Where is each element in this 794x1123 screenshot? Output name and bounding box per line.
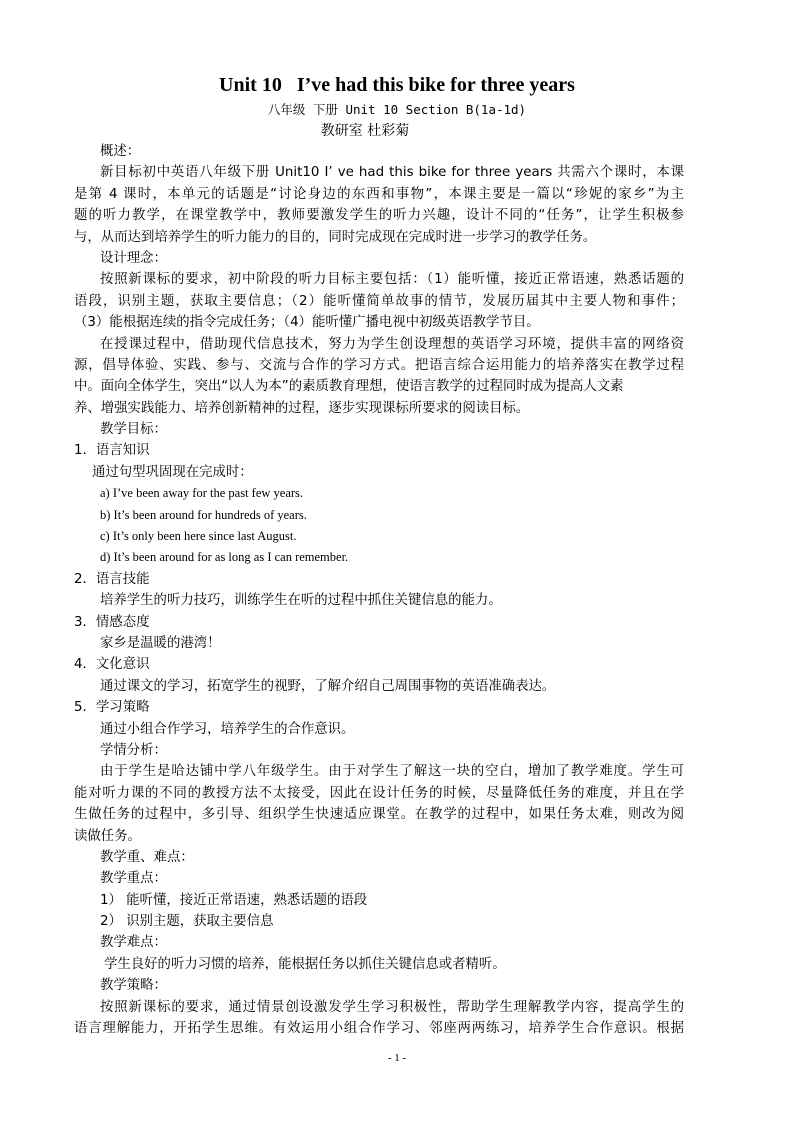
page-number: - 1 - [387, 1052, 407, 1064]
text-line: 教学策略： [100, 978, 167, 994]
text-line: a) I’ve been away for the past few years. [100, 486, 304, 501]
text-line: b) It’s been around for hundreds of years. [100, 507, 307, 522]
document-author: 教研室 杜彩菊 [320, 123, 410, 139]
text-line: 按照新课标的要求，初中阶段的听力目标主要包括：（1）能听懂，接近正常语速，熟悉话题的 [100, 272, 684, 288]
document-subtitle: 八年级 下册 Unit 10 Section B(1a-1d) [267, 102, 527, 117]
text-line: 1） 能听懂，接近正常语速，熟悉话题的语段 [100, 892, 368, 908]
text-line: 读做任务。 [74, 828, 141, 844]
text-line: 由于学生是哈达铺中学八年级学生。由于对学生了解这一块的空白，增加了教学难度。学生可 [100, 764, 684, 780]
text-line: d) It’s been around for as long as I can remember. [100, 550, 349, 565]
text-line: 养、增强实践能力、培养创新精神的过程，逐步实现课标所要求的阅读目标。 [74, 400, 530, 416]
text-line: 语言理解能力，开拓学生思维。有效运用小组合作学习、邻座两两练习，培养学生合作意识。根据 [74, 1021, 684, 1037]
text-line: 教学重点： [100, 871, 167, 887]
text-line: 按照新课标的要求，通过情景创设激发学生学习积极性，帮助学生理解教学内容，提高学生的 [100, 999, 684, 1015]
text-line: 源，倡导体验、实践、参与、交流与合作的学习方式。把语言综合运用能力的培养落实在教学过程 [74, 357, 684, 373]
text-line: 5．学习策略 [74, 700, 150, 716]
text-line: 在授课过程中，借助现代信息技术，努力为学生创设理想的英语学习环境，提供丰富的网络资 [100, 336, 684, 352]
text-line: c) It’s only been here since last August. [100, 529, 297, 544]
text-line: 能对听力课的不同的教授方法不太接受，因此在设计任务的时候，尽量降低任务的难度，并且在学 [74, 785, 684, 801]
text-line: 通过课文的学习，拓宽学生的视野，了解介绍自己周围事物的英语准确表达。 [100, 678, 556, 694]
text-line: 中。面向全体学生，突出“以人为本”的素质教育理想，使语言教学的过程同时成为提高人文素 [74, 379, 624, 395]
text-line: （3）能根据连续的指令完成任务；（4）能听懂广播电视中初级英语教学节目。 [74, 315, 540, 331]
text-line: 与，从而达到培养学生的听力能力的目的，同时完成现在完成时进一步学习的教学任务。 [74, 229, 597, 245]
text-line: 题的听力教学，在课堂教学中，教师要激发学生的听力兴趣，设计不同的“任务”，让学生积极参 [74, 208, 684, 224]
text-line: 培养学生的听力技巧，训练学生在听的过程中抓住关键信息的能力。 [100, 593, 502, 609]
text-line: 教学重、难点： [100, 849, 194, 865]
document-body [74, 141, 684, 1039]
text-line: 新目标初中英语八年级下册 Unit10 I’ ve had this bike for three years 共需六个课时，本课 [100, 165, 684, 181]
text-line: 语段，识别主题，获取主要信息；（2）能听懂简单故事的情节，发展历届其中主要人物和事件； [74, 293, 684, 309]
text-line: 概述： [100, 144, 141, 159]
text-line: 是第 4 课时，本单元的话题是“讨论身边的东西和事物”，本课主要是一篇以“珍妮的家乡”为主 [74, 186, 684, 202]
text-line: 2） 识别主题，获取主要信息 [100, 914, 274, 930]
text-line: 设计理念： [100, 250, 167, 266]
text-line: 1．语言知识 [74, 443, 150, 459]
text-line: 学生良好的听力习惯的培养，能根据任务以抓住关键信息或者精听。 [104, 956, 506, 972]
document-title: Unit 10 I’ve had this bike for three years [219, 74, 575, 96]
text-line: 4．文化意识 [74, 657, 150, 673]
text-line: 通过小组合作学习，培养学生的合作意识。 [100, 721, 355, 737]
text-line: 通过句型巩固现在完成时： [92, 464, 253, 480]
text-line: 生做任务的过程中，多引导、组织学生快速适应课堂。在教学的过程中，如果任务太难，则改为阅 [74, 807, 684, 823]
text-line: 3．情感态度 [74, 614, 150, 630]
text-line: 教学目标： [100, 422, 167, 438]
text-line: 2．语言技能 [74, 571, 150, 587]
text-line: 家乡是温暖的港湾！ [100, 635, 221, 651]
text-line: 学情分析： [100, 742, 167, 758]
text-line: 教学难点： [100, 935, 167, 951]
